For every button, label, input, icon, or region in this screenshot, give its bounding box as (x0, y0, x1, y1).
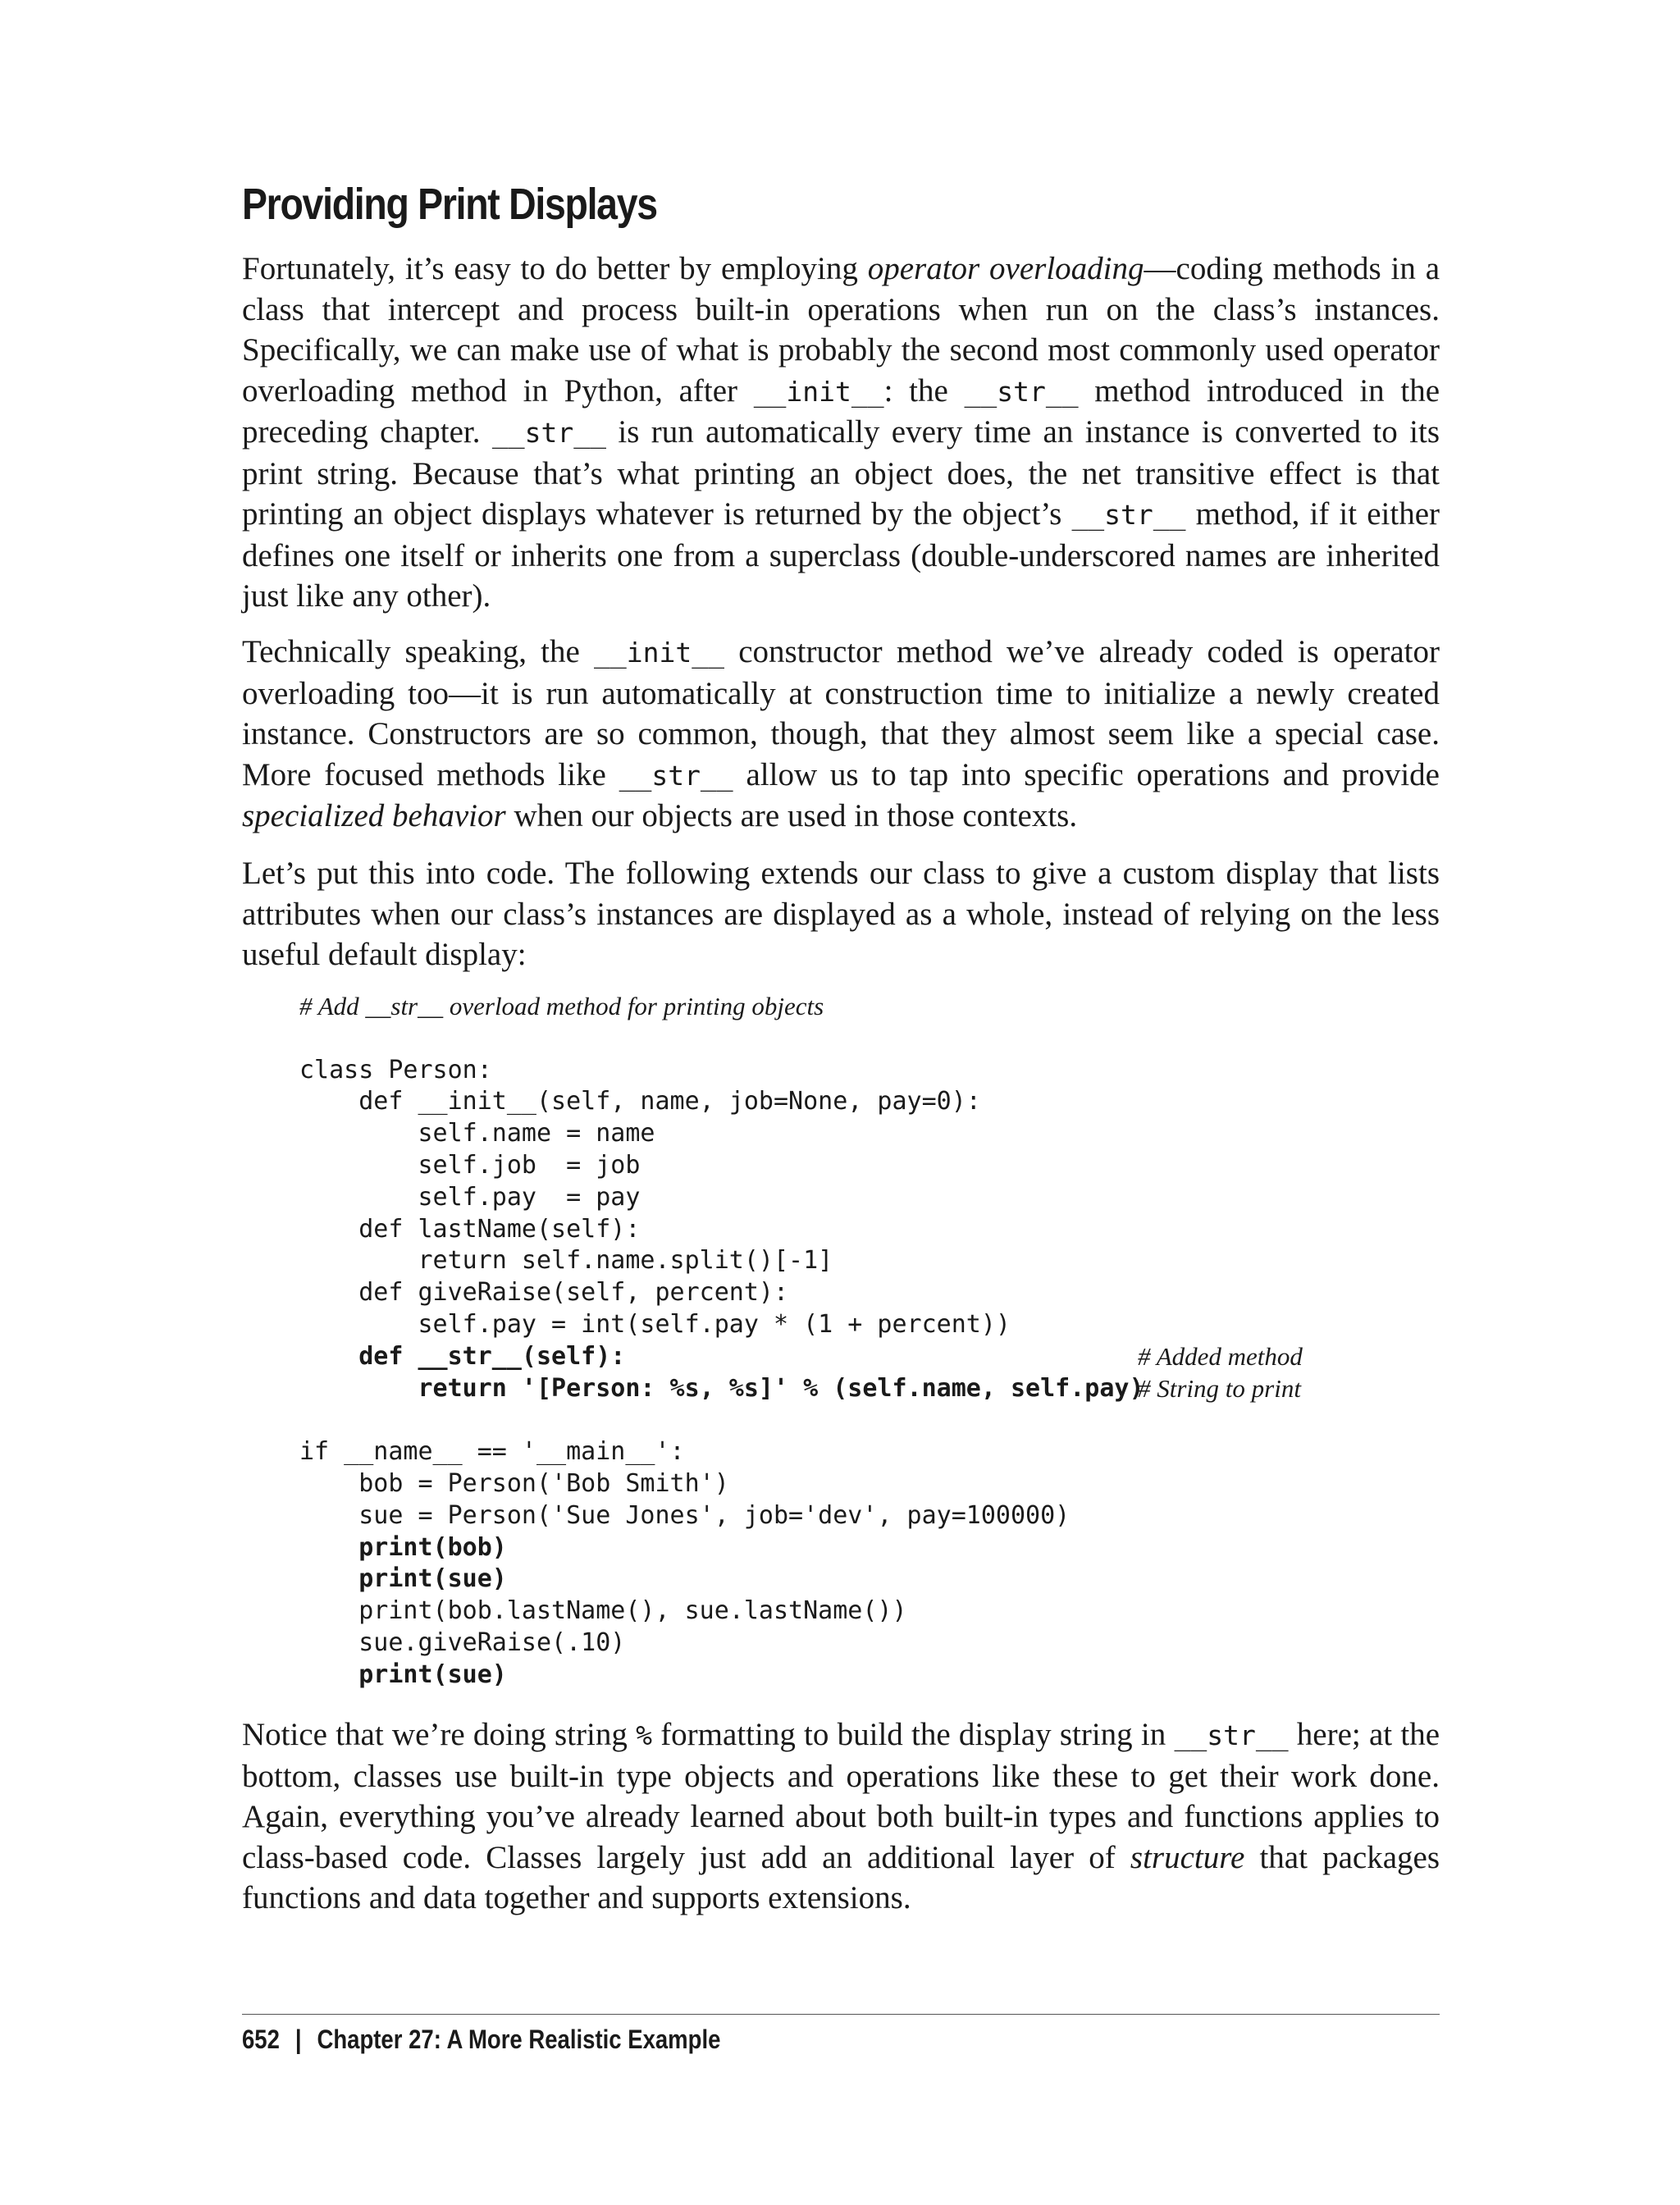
code-line (299, 1150, 1448, 1182)
text-run: Notice that we’re doing string (242, 1717, 637, 1752)
text-run: Let’s put this into code. The following extends our class to give a custom display that lists attributes when our class’s instances are displayed as a whole, instead of relying on the less useful default display: (242, 856, 1440, 972)
code-text: print(bob) (299, 1532, 507, 1562)
page-number: 652 (242, 2025, 280, 2054)
paragraph-intro (242, 249, 1440, 617)
code-line (299, 1086, 1448, 1118)
text-run: formatting to build the display string in (651, 1717, 1175, 1752)
code-text: self.pay = int(self.pay * (1 + percent)) (299, 1309, 1011, 1339)
code-line (299, 1628, 1448, 1659)
code-line (299, 1596, 1448, 1628)
code-text: self.job = job (299, 1150, 641, 1180)
code-line (299, 1468, 1448, 1500)
inline-code: __init__ (753, 375, 884, 408)
text-run: that packages functions and data together and supports extensions. (242, 1839, 1440, 1915)
code-text: def __init__(self, name, job=None, pay=0): (299, 1087, 981, 1116)
text-run: Technically speaking, the (242, 634, 595, 669)
text-run: allow us to tap into specific operations and provide (733, 756, 1440, 792)
code-line (299, 1309, 1448, 1341)
code-line (299, 1500, 1448, 1532)
inline-code: __str__ (1174, 1719, 1289, 1751)
code-line (299, 1055, 1448, 1087)
code-text: def lastName(self): (299, 1214, 641, 1244)
code-text: if __name__ == '__main__': (299, 1437, 685, 1467)
paragraph-code-intro (242, 853, 1440, 975)
code-text: print(sue) (299, 1659, 507, 1689)
code-line (299, 1023, 1448, 1055)
code-text: class Person: (299, 1055, 492, 1084)
code-line (299, 1373, 1448, 1405)
page-footer (242, 2025, 720, 2055)
code-text: # Add __str__ overload method for printing objects (299, 992, 824, 1020)
emphasis-text: specialized behavior (242, 798, 506, 833)
code-line (299, 1659, 1448, 1691)
inline-code: % (636, 1719, 652, 1751)
code-line (299, 1532, 1448, 1564)
footer-separator: | (294, 2025, 302, 2054)
code-listing (299, 991, 1448, 1691)
code-text: self.name = name (299, 1119, 655, 1148)
code-line (299, 1277, 1448, 1309)
code-line (299, 1341, 1448, 1373)
code-comment: # Added method (1138, 1341, 1303, 1371)
footer-divider (242, 2014, 1440, 2015)
text-run: constructor method we’ve already coded is operator overloading too—it is run automatically at construction time to initialize a newly created instance. Constructors are so common, though, that they almost seem like a special case. More focused methods like (242, 634, 1440, 792)
code-text: return '[Person: %s, %s]' % (self.name, self.pay) (299, 1373, 1144, 1403)
code-text: def giveRaise(self, percent): (299, 1278, 789, 1308)
text-run: is run automatically every time an instance is converted to its print string. Because that’s what printing an object does, the net transitive effect is that printing an object displays whatever is returned by the object’s (242, 414, 1440, 532)
paragraph-notice (242, 1714, 1440, 1919)
text-run: : the (883, 372, 965, 409)
code-text: bob = Person('Bob Smith') (299, 1468, 729, 1498)
text-run: here; at the bottom, classes use built-in type objects and operations like these to get their work done. Again, everything you’ve already learned about both built-in types and functions applies to class-based code. Classes largely just add an additional layer of (242, 1717, 1440, 1875)
code-line (299, 1245, 1448, 1277)
inline-code: __str__ (619, 759, 733, 792)
code-text: print(bob.lastName(), sue.lastName()) (299, 1596, 907, 1626)
inline-code: __str__ (964, 375, 1079, 408)
section-title: Providing Print Displays (242, 180, 657, 229)
text-run: method introduced in the preceding chapter. (242, 372, 1440, 450)
code-comment: # String to print (1138, 1373, 1301, 1403)
code-line (299, 1404, 1448, 1436)
inline-code: __init__ (594, 637, 724, 669)
code-line (299, 1564, 1448, 1596)
code-text: return self.name.split()[-1] (299, 1246, 833, 1276)
code-text: def __str__(self): (299, 1341, 626, 1371)
code-text: self.pay = pay (299, 1182, 641, 1212)
text-run: Fortunately, it’s easy to do better by employing (242, 251, 868, 286)
code-text: print(sue) (299, 1564, 507, 1594)
emphasis-text: operator overloading (867, 251, 1144, 286)
emphasis-text: structure (1130, 1839, 1245, 1875)
text-run: method, if it either defines one itself or inherits one from a superclass (double-underscored names are inherited just like any other). (242, 496, 1440, 614)
code-line (299, 1118, 1448, 1150)
code-text: sue.giveRaise(.10) (299, 1628, 626, 1657)
code-text: sue = Person('Sue Jones', job='dev', pay=100000) (299, 1500, 1071, 1530)
code-line (299, 1182, 1448, 1214)
code-line (299, 991, 1448, 1023)
chapter-title: Chapter 27: A More Realistic Example (317, 2025, 721, 2054)
code-line (299, 1214, 1448, 1246)
code-line (299, 1436, 1448, 1468)
text-run: —coding methods in a class that intercept and process built-in operations when run on the class’s instances. Specifically, we can make use of what is probably the second most commonly used operator overloading method in Python, after (242, 251, 1440, 409)
text-run: when our objects are used in those contexts. (505, 798, 1078, 833)
inline-code: __str__ (491, 417, 606, 449)
inline-code: __str__ (1071, 499, 1186, 531)
paragraph-constructor (242, 632, 1440, 837)
